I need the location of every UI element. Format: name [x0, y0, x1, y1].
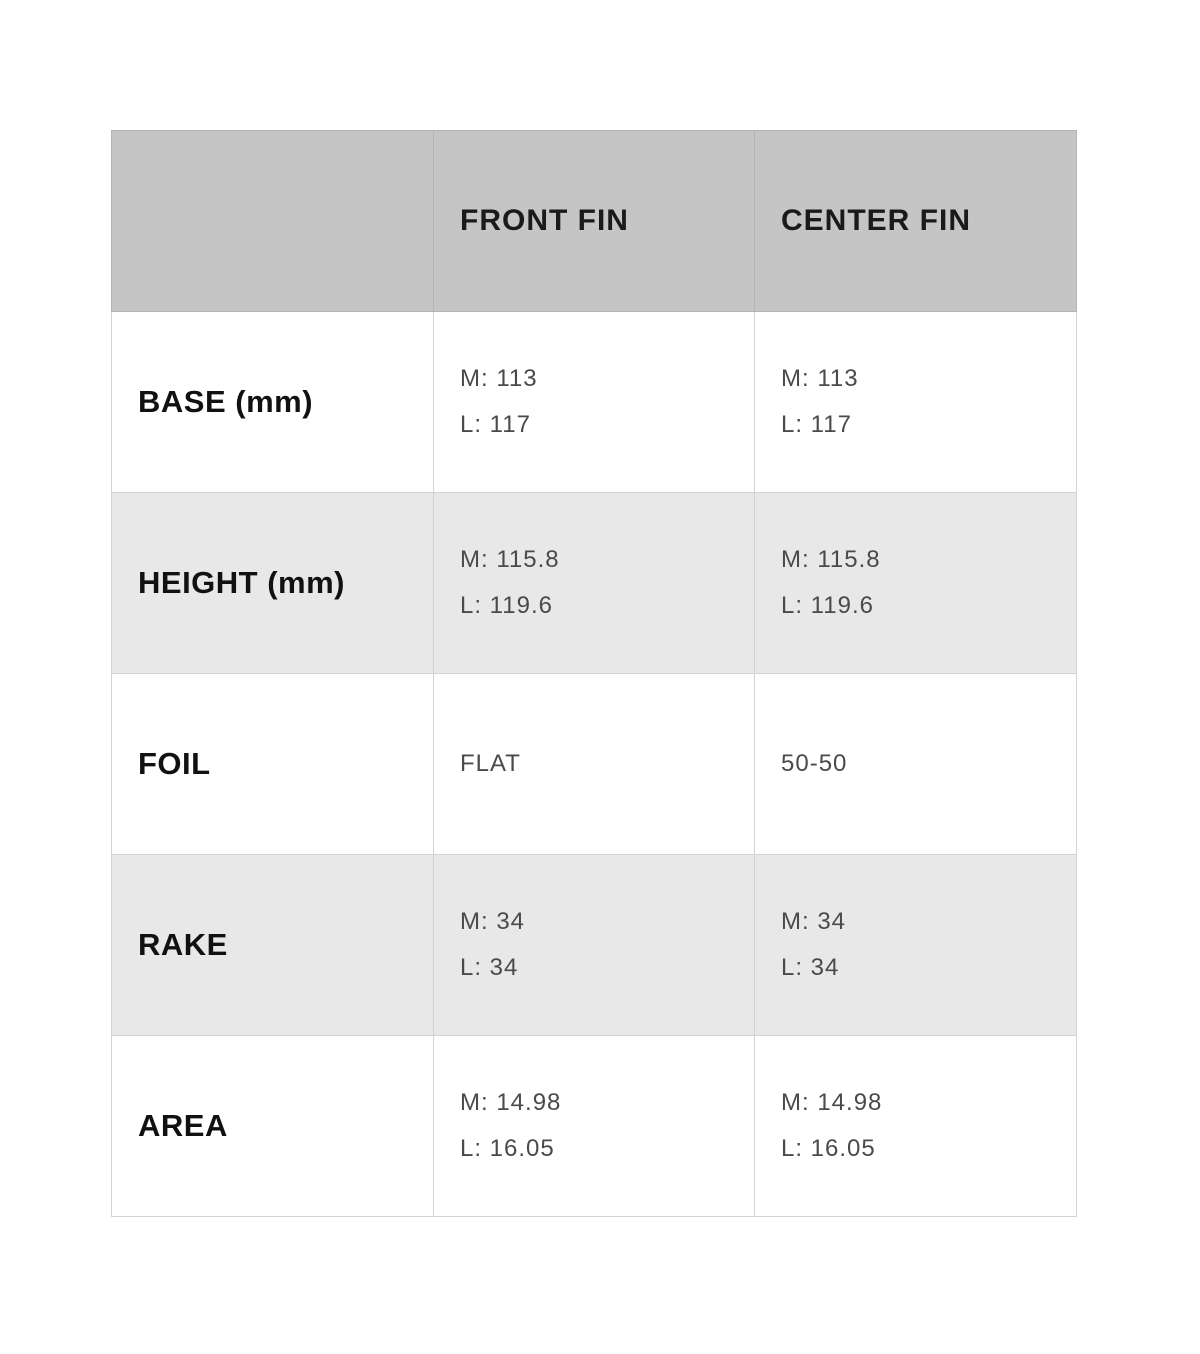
- row-label-base: BASE (mm): [112, 312, 434, 493]
- value-line: M: 115.8: [781, 546, 881, 573]
- front-fin-value: [434, 674, 755, 855]
- value-line: M: 34: [460, 908, 526, 935]
- header-row: [112, 131, 1077, 312]
- front-fin-value: [434, 1036, 755, 1217]
- table-body: [112, 312, 1077, 1217]
- table-row: [112, 1036, 1077, 1217]
- front-fin-value: [434, 493, 755, 674]
- row-label-foil: FOIL: [112, 674, 434, 855]
- value-line: L: 16.05: [781, 1135, 876, 1162]
- row-label-rake: RAKE: [112, 855, 434, 1036]
- front-fin-value: [434, 312, 755, 493]
- header-corner-cell: [112, 131, 434, 312]
- value-line: M: 115.8: [460, 546, 560, 573]
- value-line: L: 16.05: [460, 1135, 555, 1162]
- header-front-fin: FRONT FIN: [434, 131, 755, 312]
- value-line: L: 117: [460, 411, 531, 438]
- center-fin-value: [755, 855, 1077, 1036]
- header-center-fin: CENTER FIN: [755, 131, 1077, 312]
- table-row: [112, 674, 1077, 855]
- center-fin-value: [755, 674, 1077, 855]
- value-line: L: 34: [460, 954, 519, 981]
- value-line: FLAT: [460, 750, 521, 777]
- table-row: [112, 312, 1077, 493]
- value-line: L: 119.6: [781, 592, 874, 619]
- table-header: [112, 131, 1077, 312]
- center-fin-value: [755, 312, 1077, 493]
- fin-spec-table: [111, 130, 1077, 1217]
- value-line: L: 34: [781, 954, 840, 981]
- value-line: M: 113: [460, 365, 538, 392]
- center-fin-value: [755, 1036, 1077, 1217]
- value-line: L: 119.6: [460, 592, 553, 619]
- front-fin-value: [434, 855, 755, 1036]
- table-row: [112, 855, 1077, 1036]
- center-fin-value: [755, 493, 1077, 674]
- value-line: 50-50: [781, 750, 848, 777]
- value-line: M: 14.98: [781, 1089, 883, 1116]
- value-line: M: 113: [781, 365, 859, 392]
- value-line: M: 34: [781, 908, 847, 935]
- table-row: [112, 493, 1077, 674]
- row-label-height: HEIGHT (mm): [112, 493, 434, 674]
- value-line: L: 117: [781, 411, 852, 438]
- value-line: M: 14.98: [460, 1089, 562, 1116]
- row-label-area: AREA: [112, 1036, 434, 1217]
